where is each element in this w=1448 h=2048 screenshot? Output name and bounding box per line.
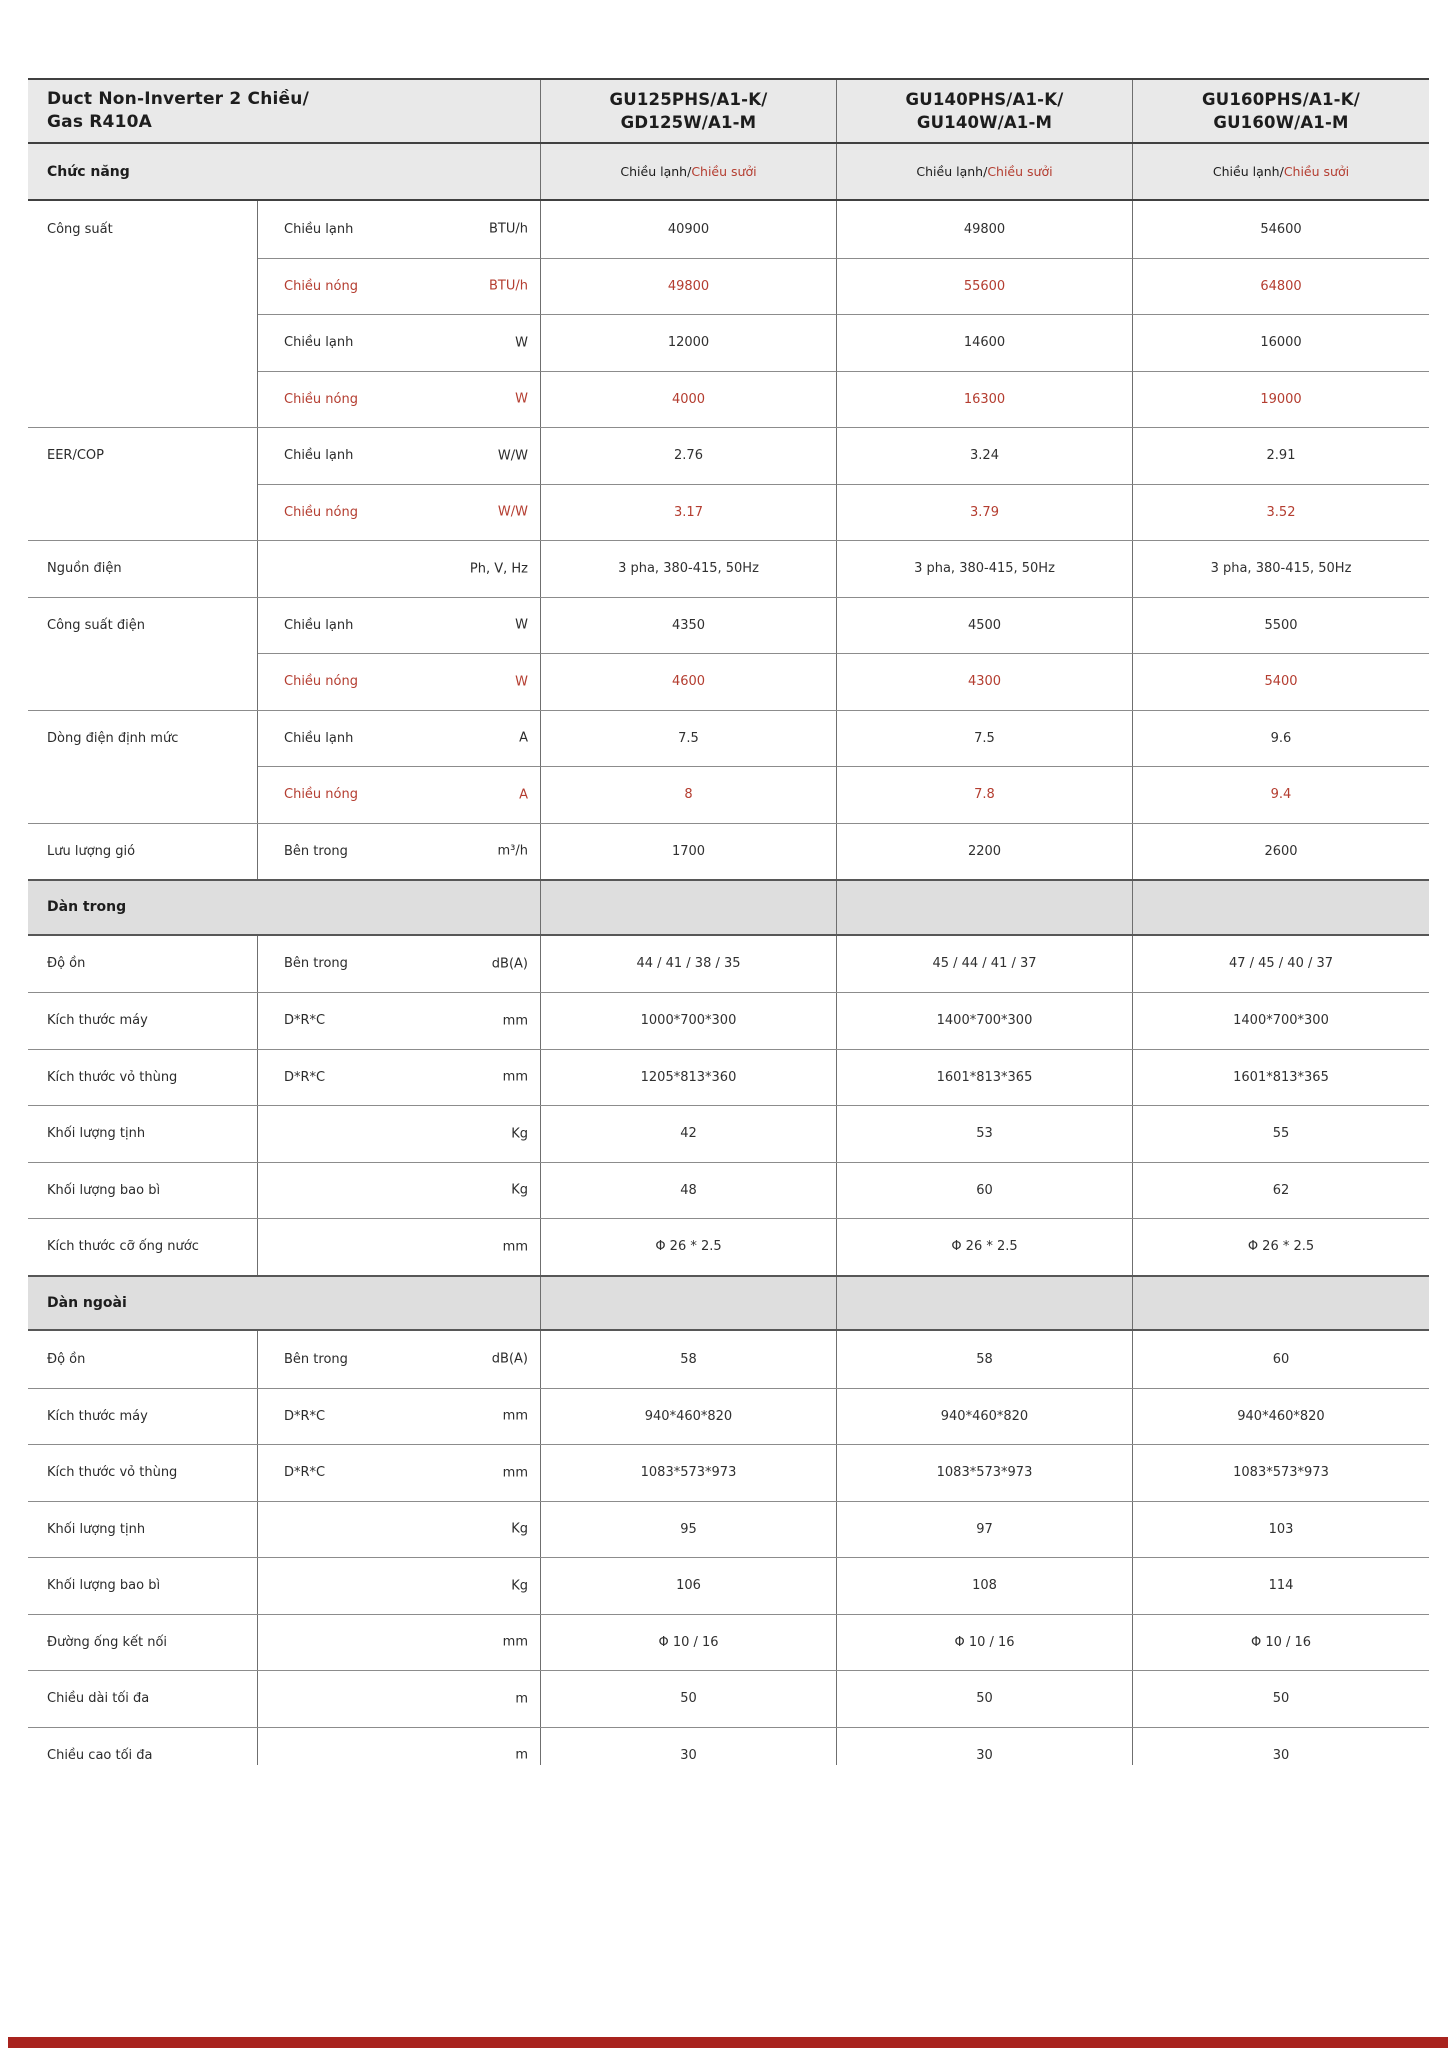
row-value: 30 bbox=[837, 1728, 1133, 1766]
row-unit: A bbox=[519, 730, 528, 746]
row-value: Φ 10 / 16 bbox=[837, 1615, 1133, 1671]
row-unit: Kg bbox=[511, 1578, 528, 1594]
row-label: Kích thước máy bbox=[28, 1389, 258, 1445]
row-label: Kích thước vỏ thùng bbox=[28, 1445, 258, 1501]
row-unit: W/W bbox=[497, 448, 528, 464]
row-label: Khối lượng bao bì bbox=[28, 1558, 258, 1614]
row-value: 940*460*820 bbox=[1237, 1408, 1325, 1424]
row-unit: W/W bbox=[497, 504, 528, 520]
row-label: Chiều cao tối đa bbox=[28, 1728, 258, 1766]
row-sub-label: Chiều nóng BTU/h bbox=[258, 258, 541, 315]
row-value: 16300 bbox=[837, 371, 1133, 428]
table-row bbox=[28, 371, 1429, 428]
row-value: 3 pha, 380-415, 50Hz bbox=[837, 541, 1133, 597]
row-unit: m bbox=[515, 1691, 528, 1707]
table-row bbox=[28, 1501, 1429, 1558]
row-value: 54600 bbox=[1260, 221, 1302, 237]
row-sub-label bbox=[258, 1728, 541, 1766]
row-unit: mm bbox=[502, 1465, 528, 1481]
row-value: 7.5 bbox=[837, 711, 1133, 767]
row-sub-label: Chiều lạnh W bbox=[258, 598, 541, 654]
row-value: 45 / 44 / 41 / 37 bbox=[837, 936, 1133, 993]
function-cell-1: Chiều lạnh/Chiều sưởi bbox=[541, 144, 837, 199]
row-sub-label bbox=[258, 1502, 541, 1558]
section-header: Dàn ngoài bbox=[28, 1277, 541, 1330]
row-value: 95 bbox=[541, 1502, 837, 1558]
table-row bbox=[28, 427, 1429, 484]
table-row bbox=[28, 710, 1429, 767]
table-row bbox=[28, 1727, 1429, 1766]
table-row bbox=[28, 653, 1429, 710]
table-row bbox=[28, 1331, 1429, 1388]
table-row bbox=[28, 1388, 1429, 1445]
row-label: EER/COP bbox=[28, 428, 258, 484]
row-sub-label: D*R*C mm bbox=[258, 1050, 541, 1106]
row-sub-label: Chiều lạnh W/W bbox=[258, 428, 541, 484]
row-label: Kích thước cỡ ống nước bbox=[28, 1219, 258, 1275]
row-label bbox=[28, 314, 258, 371]
row-value: 44 / 41 / 38 / 35 bbox=[541, 936, 837, 993]
section-empty-cell bbox=[1133, 1277, 1429, 1330]
table-row bbox=[28, 823, 1429, 880]
row-value: 48 bbox=[541, 1163, 837, 1219]
table-row bbox=[28, 1557, 1429, 1614]
row-unit: m bbox=[515, 1747, 528, 1763]
spec-table bbox=[28, 78, 1429, 1765]
row-sub-label: Chiều lạnh A bbox=[258, 711, 541, 767]
row-unit: BTU/h bbox=[489, 221, 528, 237]
row-value: 1083*573*973 bbox=[837, 1445, 1133, 1501]
table-row bbox=[28, 1049, 1429, 1106]
row-value: Φ 26 * 2.5 bbox=[837, 1219, 1133, 1275]
row-value: 1400*700*300 bbox=[1233, 1013, 1329, 1029]
model-column-header-2: GU140PHS/A1-K/ GU140W/A1-M bbox=[837, 80, 1133, 142]
row-label: Lưu lượng gió bbox=[28, 824, 258, 880]
row-value: Φ 10 / 16 bbox=[541, 1615, 837, 1671]
row-unit: mm bbox=[502, 1069, 528, 1085]
row-sub-label: Bên trong m³/h bbox=[258, 824, 541, 880]
row-label bbox=[28, 371, 258, 428]
row-value: 1205*813*360 bbox=[541, 1050, 837, 1106]
row-label: Khối lượng tịnh bbox=[28, 1502, 258, 1558]
function-label-cell: Chức năng bbox=[28, 144, 541, 199]
row-sub-label bbox=[258, 541, 541, 597]
row-value: 3.52 bbox=[1133, 484, 1429, 541]
row-label: Khối lượng bao bì bbox=[28, 1163, 258, 1219]
row-value: 49800 bbox=[837, 201, 1133, 258]
function-cell-2: Chiều lạnh/Chiều sưởi bbox=[837, 144, 1133, 199]
row-unit: A bbox=[519, 787, 528, 803]
table-body bbox=[28, 201, 1429, 1765]
row-sub-label: Chiều nóng W bbox=[258, 653, 541, 710]
row-value: 50 bbox=[1272, 1691, 1290, 1707]
row-sub-label bbox=[258, 1671, 541, 1727]
product-title-line1: Duct Non-Inverter 2 Chiều/ bbox=[47, 89, 309, 110]
row-label bbox=[28, 484, 258, 541]
row-value: 4600 bbox=[541, 653, 837, 710]
table-row bbox=[28, 1614, 1429, 1671]
row-value: 60 bbox=[1272, 1351, 1290, 1367]
row-value: 55600 bbox=[837, 258, 1133, 315]
row-value: 3.24 bbox=[837, 428, 1133, 484]
row-value: 58 bbox=[541, 1331, 837, 1388]
row-value: 2600 bbox=[1264, 843, 1298, 859]
row-label: Đường ống kết nối bbox=[28, 1615, 258, 1671]
row-value: 3.17 bbox=[541, 484, 837, 541]
row-label: Dòng điện định mức bbox=[28, 711, 258, 767]
row-label: Độ ồn bbox=[28, 936, 258, 993]
section-empty-cell bbox=[541, 881, 837, 934]
row-value: 7.8 bbox=[837, 766, 1133, 823]
row-value: 42 bbox=[541, 1106, 837, 1162]
row-value: 7.5 bbox=[541, 711, 837, 767]
row-value: 4000 bbox=[541, 371, 837, 428]
table-row bbox=[28, 1670, 1429, 1727]
row-value: 62 bbox=[1272, 1182, 1290, 1198]
row-sub-label bbox=[258, 1219, 541, 1275]
row-unit: dB(A) bbox=[491, 1351, 528, 1367]
row-value: 1083*573*973 bbox=[541, 1445, 837, 1501]
row-unit: mm bbox=[502, 1239, 528, 1255]
row-sub-label: D*R*C mm bbox=[258, 1389, 541, 1445]
row-sub-label: Bên trong dB(A) bbox=[258, 936, 541, 993]
function-row bbox=[28, 144, 1429, 201]
row-sub-label: D*R*C mm bbox=[258, 993, 541, 1049]
row-value: 1400*700*300 bbox=[837, 993, 1133, 1049]
section-empty-cell bbox=[837, 1277, 1133, 1330]
row-unit: mm bbox=[502, 1013, 528, 1029]
row-value: 5400 bbox=[1133, 653, 1429, 710]
row-sub-label: D*R*C mm bbox=[258, 1445, 541, 1501]
product-title-line2: Gas R410A bbox=[47, 112, 152, 132]
row-value: Φ 10 / 16 bbox=[1250, 1634, 1312, 1650]
row-value: 1601*813*365 bbox=[837, 1050, 1133, 1106]
row-unit: W bbox=[515, 391, 528, 407]
table-row bbox=[28, 1105, 1429, 1162]
product-title-cell bbox=[28, 80, 541, 142]
row-value: 30 bbox=[1272, 1747, 1290, 1763]
row-unit: dB(A) bbox=[491, 956, 528, 972]
row-value: 2.76 bbox=[541, 428, 837, 484]
row-label: Kích thước vỏ thùng bbox=[28, 1050, 258, 1106]
row-value: 4500 bbox=[837, 598, 1133, 654]
section-empty-cell bbox=[541, 1277, 837, 1330]
table-row bbox=[28, 1218, 1429, 1275]
table-row bbox=[28, 484, 1429, 541]
row-value: 47 / 45 / 40 / 37 bbox=[1228, 956, 1334, 972]
row-label: Khối lượng tịnh bbox=[28, 1106, 258, 1162]
table-row bbox=[28, 992, 1429, 1049]
table-row bbox=[28, 766, 1429, 823]
row-value: 1083*573*973 bbox=[1233, 1465, 1329, 1481]
row-value: 1700 bbox=[541, 824, 837, 880]
row-value: 1601*813*365 bbox=[1233, 1069, 1329, 1085]
section-header-row bbox=[28, 879, 1429, 936]
row-value: 8 bbox=[541, 766, 837, 823]
footer-bar bbox=[8, 2037, 1448, 2048]
row-sub-label: Chiều nóng A bbox=[258, 766, 541, 823]
row-value: 14600 bbox=[837, 314, 1133, 371]
row-unit: mm bbox=[502, 1408, 528, 1424]
row-sub-label: Chiều nóng W/W bbox=[258, 484, 541, 541]
row-sub-label: Chiều lạnh BTU/h bbox=[258, 201, 541, 258]
row-value: 940*460*820 bbox=[541, 1389, 837, 1445]
row-value: 49800 bbox=[541, 258, 837, 315]
row-unit: W bbox=[515, 335, 528, 351]
row-unit: Kg bbox=[511, 1126, 528, 1142]
row-value: 4300 bbox=[837, 653, 1133, 710]
row-value: 3 pha, 380-415, 50Hz bbox=[541, 541, 837, 597]
row-sub-label: Bên trong dB(A) bbox=[258, 1331, 541, 1388]
table-row bbox=[28, 597, 1429, 654]
row-unit: mm bbox=[502, 1634, 528, 1650]
row-sub-label bbox=[258, 1558, 541, 1614]
row-unit: m³/h bbox=[497, 843, 528, 859]
row-value: 108 bbox=[837, 1558, 1133, 1614]
row-unit: BTU/h bbox=[489, 278, 528, 294]
row-value: Φ 26 * 2.5 bbox=[541, 1219, 837, 1275]
row-value: 60 bbox=[837, 1163, 1133, 1219]
row-value: 30 bbox=[541, 1728, 837, 1766]
row-value: 106 bbox=[541, 1558, 837, 1614]
section-empty-cell bbox=[1133, 881, 1429, 934]
table-row bbox=[28, 540, 1429, 597]
row-value: 114 bbox=[1268, 1578, 1294, 1594]
row-sub-label bbox=[258, 1615, 541, 1671]
model-header-row bbox=[28, 80, 1429, 144]
row-value: 50 bbox=[837, 1671, 1133, 1727]
row-label: Độ ồn bbox=[28, 1331, 258, 1388]
row-label bbox=[28, 258, 258, 315]
row-value: 3.79 bbox=[837, 484, 1133, 541]
row-sub-label: Chiều nóng W bbox=[258, 371, 541, 428]
row-value: 97 bbox=[837, 1502, 1133, 1558]
row-unit: W bbox=[515, 674, 528, 690]
row-value: 19000 bbox=[1133, 371, 1429, 428]
row-value: 55 bbox=[1272, 1126, 1290, 1142]
row-unit: Ph, V, Hz bbox=[469, 561, 528, 577]
row-label bbox=[28, 766, 258, 823]
row-value: 3 pha, 380-415, 50Hz bbox=[1210, 561, 1352, 577]
row-label: Kích thước máy bbox=[28, 993, 258, 1049]
row-unit: W bbox=[515, 617, 528, 633]
row-value: 2.91 bbox=[1266, 448, 1296, 464]
row-label: Công suất điện bbox=[28, 598, 258, 654]
row-value: 58 bbox=[837, 1331, 1133, 1388]
row-value: 4350 bbox=[541, 598, 837, 654]
row-value: 103 bbox=[1268, 1521, 1294, 1537]
row-sub-label: Chiều lạnh W bbox=[258, 314, 541, 371]
row-value: Φ 26 * 2.5 bbox=[1247, 1239, 1315, 1255]
row-sub-label bbox=[258, 1106, 541, 1162]
row-sub-label bbox=[258, 1163, 541, 1219]
table-row bbox=[28, 1444, 1429, 1501]
row-value: 940*460*820 bbox=[837, 1389, 1133, 1445]
row-value: 1000*700*300 bbox=[541, 993, 837, 1049]
function-cell-3: Chiều lạnh/Chiều sưởi bbox=[1212, 164, 1350, 179]
section-header: Dàn trong bbox=[28, 881, 541, 934]
row-value: 64800 bbox=[1133, 258, 1429, 315]
row-value: 5500 bbox=[1264, 617, 1298, 633]
row-label: Nguồn điện bbox=[28, 541, 258, 597]
row-unit: Kg bbox=[511, 1521, 528, 1537]
row-unit: Kg bbox=[511, 1182, 528, 1198]
row-label bbox=[28, 653, 258, 710]
table-row bbox=[28, 936, 1429, 993]
model-column-header-3: GU160PHS/A1-K/ GU160W/A1-M bbox=[1202, 89, 1360, 132]
row-label: Công suất bbox=[28, 201, 258, 258]
row-value: 16000 bbox=[1133, 314, 1429, 371]
model-column-header-1: GU125PHS/A1-K/ GD125W/A1-M bbox=[541, 80, 837, 142]
table-row bbox=[28, 258, 1429, 315]
row-value: 12000 bbox=[541, 314, 837, 371]
table-row bbox=[28, 201, 1429, 258]
table-row bbox=[28, 314, 1429, 371]
row-value: 9.6 bbox=[1270, 730, 1292, 746]
row-value: 53 bbox=[837, 1106, 1133, 1162]
row-label: Chiều dài tối đa bbox=[28, 1671, 258, 1727]
table-row bbox=[28, 1162, 1429, 1219]
section-empty-cell bbox=[837, 881, 1133, 934]
row-value: 9.4 bbox=[1133, 766, 1429, 823]
row-value: 40900 bbox=[541, 201, 837, 258]
row-value: 2200 bbox=[837, 824, 1133, 880]
row-value: 50 bbox=[541, 1671, 837, 1727]
section-header-row bbox=[28, 1275, 1429, 1332]
